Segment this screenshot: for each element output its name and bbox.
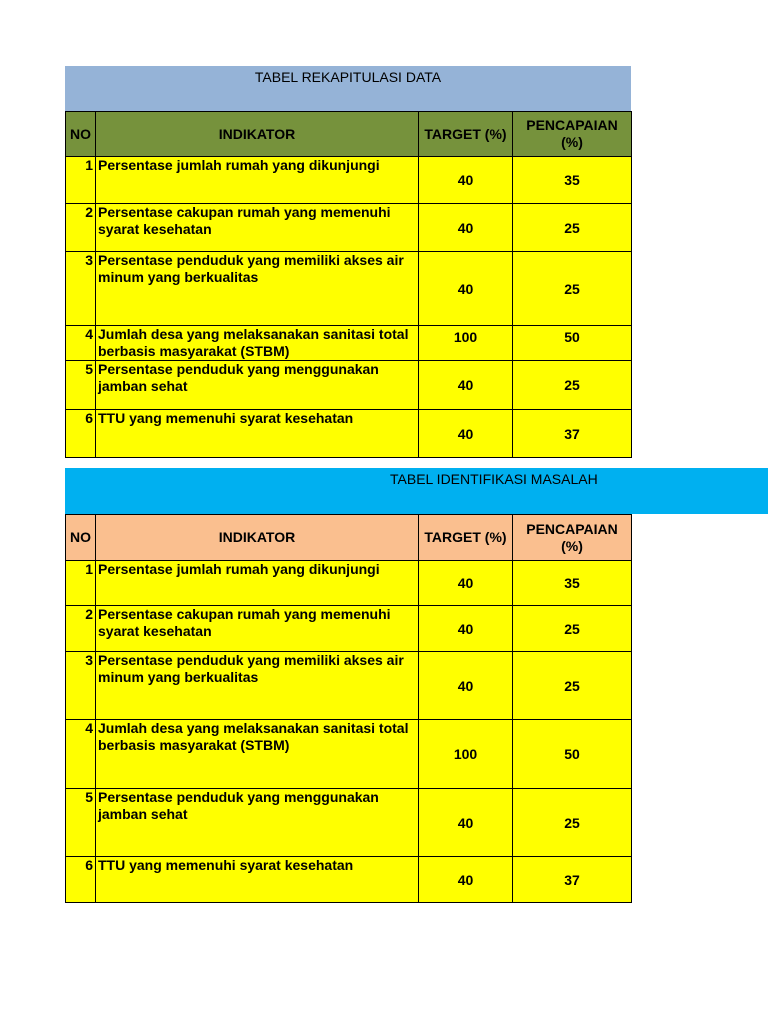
row-pencapaian: 25: [513, 606, 632, 652]
table-row: [66, 252, 632, 326]
row-indikator: Persentase cakupan rumah yang memenuhi syarat kesehatan: [96, 204, 419, 252]
table-row: [66, 410, 632, 458]
row-indikator: Persentase penduduk yang menggunakan jamban sehat: [96, 361, 419, 410]
row-no: 3: [66, 252, 96, 326]
table2-header-no: NO: [66, 515, 96, 561]
row-indikator: Persentase cakupan rumah yang memenuhi syarat kesehatan: [96, 606, 419, 652]
table2-title-banner: [65, 468, 768, 514]
row-target: 40: [419, 561, 513, 606]
row-indikator: Persentase penduduk yang memiliki akses air minum yang berkualitas: [96, 252, 419, 326]
row-indikator: Persentase penduduk yang menggunakan jamban sehat: [96, 789, 419, 857]
table2-header-target: TARGET (%): [419, 515, 513, 561]
row-pencapaian: 35: [513, 157, 632, 204]
row-indikator: Persentase penduduk yang memiliki akses air minum yang berkualitas: [96, 652, 419, 720]
table-row: [66, 789, 632, 857]
table-row: [66, 326, 632, 361]
row-no: 2: [66, 606, 96, 652]
row-pencapaian: 25: [513, 652, 632, 720]
row-target: 40: [419, 606, 513, 652]
row-indikator: Jumlah desa yang melaksanakan sanitasi total berbasis masyarakat (STBM): [96, 720, 419, 789]
row-target: 40: [419, 652, 513, 720]
row-target: 40: [419, 857, 513, 903]
row-no: 3: [66, 652, 96, 720]
table-rekapitulasi: [65, 111, 632, 458]
row-indikator: Jumlah desa yang melaksanakan sanitasi total berbasis masyarakat (STBM): [96, 326, 419, 361]
table1-header-row: [66, 112, 632, 157]
row-pencapaian: 25: [513, 789, 632, 857]
table1-title-banner: [65, 66, 631, 112]
table-row: [66, 857, 632, 903]
row-target: 40: [419, 410, 513, 458]
row-target: 40: [419, 361, 513, 410]
table1-title: TABEL REKAPITULASI DATA: [254, 69, 442, 85]
table-row: [66, 204, 632, 252]
table2-title: TABEL IDENTIFIKASI MASALAH: [390, 471, 598, 487]
row-no: 2: [66, 204, 96, 252]
row-pencapaian: 37: [513, 857, 632, 903]
row-pencapaian: 25: [513, 204, 632, 252]
row-pencapaian: 25: [513, 252, 632, 326]
row-no: 6: [66, 857, 96, 903]
row-no: 6: [66, 410, 96, 458]
row-pencapaian: 35: [513, 561, 632, 606]
row-no: 4: [66, 326, 96, 361]
table-identifikasi-masalah: [65, 514, 632, 903]
table2-header-pencapaian: PENCAPAIAN (%): [513, 515, 632, 561]
row-target: 40: [419, 252, 513, 326]
row-target: 100: [419, 326, 513, 361]
table-row: [66, 157, 632, 204]
table1-header-target: TARGET (%): [419, 112, 513, 157]
table-row: [66, 652, 632, 720]
row-no: 5: [66, 361, 96, 410]
table2-header-row: [66, 515, 632, 561]
table-row: [66, 606, 632, 652]
row-indikator: Persentase jumlah rumah yang dikunjungi: [96, 157, 419, 204]
row-target: 40: [419, 157, 513, 204]
row-indikator: Persentase jumlah rumah yang dikunjungi: [96, 561, 419, 606]
row-target: 100: [419, 720, 513, 789]
row-no: 1: [66, 157, 96, 204]
row-no: 1: [66, 561, 96, 606]
table-row: [66, 361, 632, 410]
row-pencapaian: 25: [513, 361, 632, 410]
row-no: 5: [66, 789, 96, 857]
row-indikator: TTU yang memenuhi syarat kesehatan: [96, 410, 419, 458]
row-target: 40: [419, 204, 513, 252]
table1-header-no: NO: [66, 112, 96, 157]
row-no: 4: [66, 720, 96, 789]
table1-header-pencapaian: PENCAPAIAN (%): [513, 112, 632, 157]
table2-header-indikator: INDIKATOR: [96, 515, 419, 561]
row-indikator: TTU yang memenuhi syarat kesehatan: [96, 857, 419, 903]
table1-header-indikator: INDIKATOR: [96, 112, 419, 157]
row-pencapaian: 37: [513, 410, 632, 458]
table-row: [66, 720, 632, 789]
row-pencapaian: 50: [513, 720, 632, 789]
table-row: [66, 561, 632, 606]
row-target: 40: [419, 789, 513, 857]
row-pencapaian: 50: [513, 326, 632, 361]
